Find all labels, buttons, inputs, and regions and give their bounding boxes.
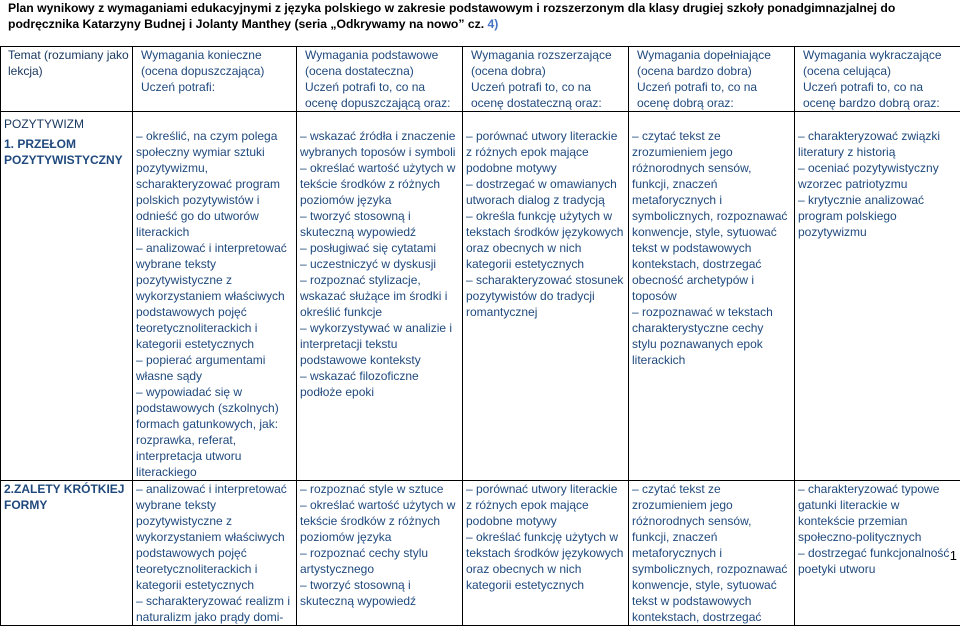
requirement-item: – porównać utwory literackie z różnych epok mające podobne motywy [466,128,625,176]
header-konieczne [133,47,297,112]
dopelniajace-cell [629,112,795,481]
podstawowe-cell [297,112,463,481]
topic-cell [1,112,133,481]
header-sub: Uczeń potrafi: [136,79,293,95]
requirements-table [0,46,960,626]
header-title: Wymagania wykraczające [798,47,957,63]
requirement-item: – określić, na czym polega społeczny wymiar sztuki pozytywizmu, scharakteryzować program polskich pozytywistów i odnieść go do utworów literackich [136,128,293,240]
header-grade: (ocena dopuszczająca) [136,63,293,79]
requirement-item: – wypowiadać się w podstawowych (szkolnych) formach gatunkowych, jak: rozprawka, referat, interpretacja utworu literackiego [136,384,293,480]
requirement-item: – rozpoznać style w sztuce [300,481,459,497]
header-podstawowe [297,47,463,112]
requirement-item: – posługiwać się cytatami [300,240,459,256]
topic-cell [1,481,133,626]
header-dopelniajace [629,47,795,112]
wykraczajace-cell [795,112,960,481]
document-title-main: Plan wynikowy z wymaganiami edukacyjnymi z języka polskiego w zakresie podstawowym i rozszerzonym dla klasy drugiej szkoły ponadgimnazjalnej do podręcznika Katarzyny Budnej i Jolanty Manthey (seria „Odkrywamy na nowo” cz. [8,1,895,31]
document-title [8,0,953,32]
header-sub: Uczeń potrafi to, co na ocenę dopuszczającą oraz: [300,79,459,111]
table-header-row [1,47,960,112]
requirement-item: – krytycznie analizować program polskiego pozytywizmu [798,192,957,240]
wykraczajace-cell [795,481,960,626]
table-row [1,481,960,626]
table-row [1,112,960,481]
requirement-item: – tworzyć stosowną i skuteczną wypowiedź [300,577,459,609]
header-grade: (ocena bardzo dobra) [632,63,791,79]
epoch-label: POZYTYWIZM [4,116,129,132]
requirement-item: – określa funkcję użytych w tekstach środków językowych oraz obecnych w nich kategorii estetycznych [466,208,625,272]
konieczne-cell [133,112,297,481]
header-grade: (ocena dobra) [466,63,625,79]
header-title: Wymagania podstawowe [300,47,459,63]
requirement-item: – oceniać pozytywistyczny wzorzec patriotyzmu [798,160,957,192]
requirement-item: – czytać tekst ze zrozumieniem jego różnorodnych sensów, funkcji, znaczeń metaforycznych i symbolicznych, rozpoznawać konwencje, style, sytuować tekst w podstawowych kontekstach, dostrzegać [632,481,791,625]
requirement-item: – scharakteryzować realizm i naturalizm jako prądy domi- [136,593,293,625]
requirement-item: – dostrzegać w omawianych utworach dialog z tradycją [466,176,625,208]
page-number: 1 [950,548,957,563]
header-topic-title: Temat (rozumiany jako lekcja) [4,47,129,79]
requirement-item: – scharakteryzować stosunek pozytywistów do tradycji romantycznej [466,272,625,320]
header-grade: (ocena celująca) [798,63,957,79]
requirement-item: – popierać argumentami własne sądy [136,352,293,384]
konieczne-cell [133,481,297,626]
requirement-item: – charakteryzować typowe gatunki literackie w kontekście przemian społeczno-politycznych [798,481,957,545]
topic-label: 1. PRZEŁOM POZYTYWISTYCZNY [4,136,129,168]
header-topic [1,47,133,112]
requirement-item: – rozpoznać cechy stylu artystycznego [300,545,459,577]
requirement-item: – określać wartość użytych w tekście środków z różnych poziomów języka [300,160,459,208]
topic-label: 2.ZALETY KRÓTKIEJ FORMY [4,481,129,513]
header-sub: Uczeń potrafi to, co na ocenę dobrą oraz: [632,79,791,111]
requirement-item: – analizować i interpretować wybrane teksty pozytywistyczne z wykorzystaniem właściwych podstawowych pojęć teoretycznoliterackich i kategorii estetycznych [136,240,293,352]
requirement-item: – wskazać filozoficzne podłoże epoki [300,368,459,400]
rozszerzajace-cell [463,481,629,626]
document-title-part: 4) [488,17,499,31]
header-sub: Uczeń potrafi to, co na ocenę bardzo dobrą oraz: [798,79,957,111]
header-title: Wymagania dopełniające [632,47,791,63]
requirement-item: – dostrzegać funkcjonalność poetyki utworu [798,545,957,577]
rozszerzajace-cell [463,112,629,481]
requirement-item: – wykorzystywać w analizie i interpretacji tekstu podstawowe konteksty [300,320,459,368]
header-title: Wymagania rozszerzające [466,47,625,63]
header-rozszerzajace [463,47,629,112]
requirement-item: – uczestniczyć w dyskusji [300,256,459,272]
header-wykraczajace [795,47,960,112]
requirement-item: – określać funkcję użytych w tekstach środków językowych oraz obecnych w nich kategorii estetycznych [466,529,625,593]
requirement-item: – czytać tekst ze zrozumieniem jego różnorodnych sensów, funkcji, znaczeń metaforycznych i symbolicznych, rozpoznawać konwencje, style, sytuować tekst w podstawowych kontekstach, dostrzegać obecność archetypów i toposów [632,128,791,304]
requirement-item: – porównać utwory literackie z różnych epok mające podobne motywy [466,481,625,529]
requirement-item: – wskazać źródła i znaczenie wybranych toposów i symboli [300,128,459,160]
header-sub: Uczeń potrafi to, co na ocenę dostateczną oraz: [466,79,625,111]
requirement-item: – określać wartość użytych w tekście środków z różnych poziomów języka [300,497,459,545]
dopelniajace-cell [629,481,795,626]
requirement-item: – charakteryzować związki literatury z historią [798,128,957,160]
requirement-item: – rozpoznać stylizacje, wskazać służące im środki i określić funkcje [300,272,459,320]
podstawowe-cell [297,481,463,626]
requirement-item: – analizować i interpretować wybrane teksty pozytywistyczne z wykorzystaniem właściwych podstawowych pojęć teoretycznoliterackich i kategorii estetycznych [136,481,293,593]
requirement-item: – rozpoznawać w tekstach charakterystyczne cechy stylu poznawanych epok literackich [632,304,791,368]
header-title: Wymagania konieczne [136,47,293,63]
header-grade: (ocena dostateczna) [300,63,459,79]
requirement-item: – tworzyć stosowną i skuteczną wypowiedź [300,208,459,240]
